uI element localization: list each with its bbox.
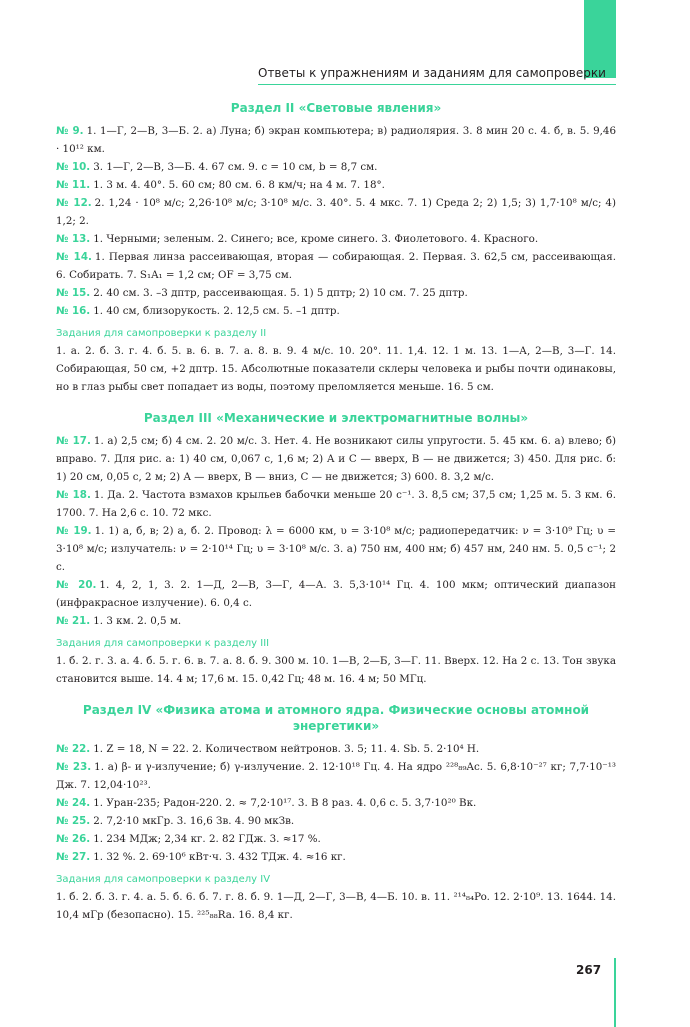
- exercise-number: № 17.: [56, 435, 91, 447]
- answers-content: [56, 100, 616, 924]
- exercise-answers: 1. Да. 2. Частота взмахов крыльев бабочки меньше 20 с⁻¹. 3. 8,5 см; 37,5 см; 1,25 м. 5. 3 км. 6. 1700. 7. На 2,6 с. 10. 72 мкс.: [56, 489, 616, 519]
- exercise-11: [56, 176, 616, 194]
- selfcheck-answers: 1. б. 2. б. 3. г. 4. а. 5. б. 6. б. 7. г. 8. б. 9. 1—Д, 2—Г, 3—В, 4—Б. 10. в. 11. ²¹⁴₈₄Po. 12. 2·10⁹. 13. 1644. 14. 10,4 мГр (безопасно). 15. ²²⁵₈₈Ra. 16. 8,4 кг.: [56, 891, 616, 921]
- exercise-13: [56, 230, 616, 248]
- exercise-answers: 1. 1) а, б, в; 2) а, б. 2. Провод: λ = 6000 км, υ = 3·10⁸ м/с; радиопередатчик: ν = 3·10⁹ Гц; υ = 3·10⁸ м/с; излучатель: ν = 2·10¹⁴ Гц; υ = 3·10⁸ м/с. 3. а) 750 нм, 400 нм; б) 457 нм, 240 нм. 5. 0,5 с⁻¹; 2 с.: [56, 525, 616, 573]
- exercise-number: № 24.: [56, 797, 91, 809]
- exercise-answers: 1. 234 МДж; 2,34 кг. 2. 82 ГДж. 3. ≈17 %.: [93, 833, 321, 845]
- selfcheck-title: Задания для самопроверки к разделу III: [56, 638, 270, 649]
- exercise-number: № 13.: [56, 233, 91, 245]
- section-title: Раздел II «Световые явления»: [230, 101, 442, 115]
- exercise-answers: 1. 3 м. 4. 40°. 5. 60 см; 80 см. 6. 8 км/ч; на 4 м. 7. 18°.: [93, 179, 385, 191]
- exercise-19: [56, 522, 616, 576]
- exercise-14: [56, 248, 616, 284]
- exercise-answers: 2. 1,24 · 10⁸ м/с; 2,26·10⁸ м/с; 3·10⁸ м/с. 3. 40°. 5. 4 мкс. 7. 1) Среда 2; 2) 1,5; 3) 1,7·10⁸ м/с; 4) 1,2; 2.: [56, 197, 616, 227]
- exercise-answers: 1. Z = 18, N = 22. 2. Количеством нейтронов. 3. 5; 11. 4. Sb. 5. 2·10⁴ Н.: [93, 743, 480, 755]
- exercise-18: [56, 486, 616, 522]
- exercise-answers: 2. 7,2·10 мкГр. 3. 16,6 Зв. 4. 90 мкЗв.: [93, 815, 295, 827]
- exercise-number: № 14.: [56, 251, 92, 263]
- selfcheck-answers: 1. а. 2. б. 3. г. 4. б. 5. в. 6. в. 7. а. 8. в. 9. 4 м/с. 10. 20°. 11. 1,4. 12. 1 м. 13. 1—А, 2—В, 3—Г. 14. Собирающая, 50 см, +2 дптр. 15. Абсолютные показатели склеры человека и рыбы почти одинаковы, но в глаз рыбы свет попадает из воды, поэтому преломляется меньше. 16. 5 см.: [56, 345, 616, 393]
- exercise-10: [56, 158, 616, 176]
- section-2: [56, 100, 616, 396]
- exercise-21: [56, 612, 616, 630]
- exercise-answers: 1. а) β- и γ-излучение; б) γ-излучение. 2. 12·10¹⁸ Гц. 4. На ядро ²²⁸₈₉Ac. 5. 6,8·10⁻²⁷ кг; 7,7·10⁻¹³ Дж. 7. 12,04·10²³.: [56, 761, 616, 791]
- section-4: [56, 702, 616, 924]
- exercise-answers: 1. Уран-235; Радон-220. 2. ≈ 7,2·10¹⁷. 3. В 8 раз. 4. 0,6 с. 5. 3,7·10²⁰ Вк.: [93, 797, 477, 809]
- exercise-number: № 15.: [56, 287, 91, 299]
- section-3: [56, 410, 616, 688]
- exercise-answers: 1. 3 км. 2. 0,5 м.: [93, 615, 182, 627]
- exercise-16: [56, 302, 616, 320]
- exercise-number: № 19.: [56, 525, 92, 537]
- exercise-number: № 27.: [56, 851, 91, 863]
- exercise-15: [56, 284, 616, 302]
- exercise-number: № 9.: [56, 125, 84, 137]
- exercise-number: № 26.: [56, 833, 91, 845]
- exercise-9: [56, 122, 616, 158]
- exercise-answers: 1. 32 %. 2. 69·10⁶ кВт·ч. 3. 432 ТДж. 4. ≈16 кг.: [93, 851, 346, 863]
- exercise-12: [56, 194, 616, 230]
- exercise-number: № 11.: [56, 179, 91, 191]
- exercise-answers: 1. а) 2,5 см; б) 4 см. 2. 20 м/с. 3. Нет. 4. Не возникают силы упругости. 5. 45 км. 6. а) влево; б) вправо. 7. Для рис. а: 1) 40 см, 0,067 с, 1,6 м; 2) A и C — вверх, B — не движется; 3) 450. Для рис. б: 1) 20 см, 0,05 с, 2 м; 2) A — вверх, B — вниз, C — не движется; 3) 600. 8. 3,2 м/с.: [56, 435, 616, 483]
- exercise-number: № 21.: [56, 615, 91, 627]
- exercise-answers: 1. 40 см, близорукость. 2. 12,5 см. 5. –1 дптр.: [93, 305, 340, 317]
- exercise-24: [56, 794, 616, 812]
- header-rule: [258, 84, 616, 85]
- exercise-answers: 1. 1—Г, 2—В, 3—Б. 2. а) Луна; б) экран компьютера; в) радиолярия. 3. 8 мин 20 с. 4. б, в. 5. 9,46 · 10¹² км.: [56, 125, 616, 155]
- exercise-number: № 23.: [56, 761, 92, 773]
- exercise-number: № 16.: [56, 305, 91, 317]
- exercise-answers: 1. Черными; зеленым. 2. Синего; все, кроме синего. 3. Фиолетового. 4. Красного.: [93, 233, 539, 245]
- exercise-answers: 1. 4, 2, 1, 3. 2. 1—Д, 2—В, 3—Г, 4—А. 3. 5,3·10¹⁴ Гц. 4. 100 мкм; оптический диапазон (инфракрасное излучение). 6. 0,4 с.: [56, 579, 617, 609]
- selfcheck-title: Задания для самопроверки к разделу II: [56, 328, 267, 339]
- exercise-number: № 20.: [56, 579, 97, 591]
- selfcheck-answers: 1. б. 2. г. 3. а. 4. б. 5. г. 6. в. 7. а. 8. б. 9. 300 м. 10. 1—В, 2—Б, 3—Г. 11. Вверх. 12. На 2 с. 13. Тон звука становится выше. 14. 4 м; 17,6 м. 15. 0,42 Гц; 48 м. 16. 4 м; 50 МГц.: [56, 655, 616, 685]
- exercise-number: № 10.: [56, 161, 91, 173]
- exercise-answers: 2. 40 см. 3. –3 дптр, рассеивающая. 5. 1) 5 дптр; 2) 10 см. 7. 25 дптр.: [93, 287, 468, 299]
- running-header: Ответы к упражнениям и заданиям для самопроверки: [258, 66, 606, 80]
- selfcheck-title: Задания для самопроверки к разделу IV: [56, 874, 271, 885]
- bottom-color-rule: [614, 958, 616, 1027]
- exercise-27: [56, 848, 616, 866]
- exercise-number: № 25.: [56, 815, 91, 827]
- exercise-25: [56, 812, 616, 830]
- exercise-number: № 12.: [56, 197, 92, 209]
- exercise-answers: 1. Первая линза рассеивающая, вторая — собирающая. 2. Первая. 3. 62,5 см, рассеивающая. 6. Собирать. 7. S₁A₁ = 1,2 см; OF = 3,75 см.: [56, 251, 616, 281]
- section-title: Раздел IV «Физика атома и атомного ядра. Физические основы атомной энергетики»: [82, 703, 590, 733]
- exercise-23: [56, 758, 616, 794]
- exercise-20: [56, 576, 616, 612]
- exercise-answers: 3. 1—Г, 2—В, 3—Б. 4. 67 см. 9. c = 10 см, b = 8,7 см.: [93, 161, 378, 173]
- exercise-17: [56, 432, 616, 486]
- exercise-26: [56, 830, 616, 848]
- exercise-number: № 18.: [56, 489, 91, 501]
- exercise-number: № 22.: [56, 743, 91, 755]
- exercise-22: [56, 740, 616, 758]
- section-title: Раздел III «Механические и электромагнитные волны»: [143, 411, 529, 425]
- page-number: 267: [576, 963, 602, 977]
